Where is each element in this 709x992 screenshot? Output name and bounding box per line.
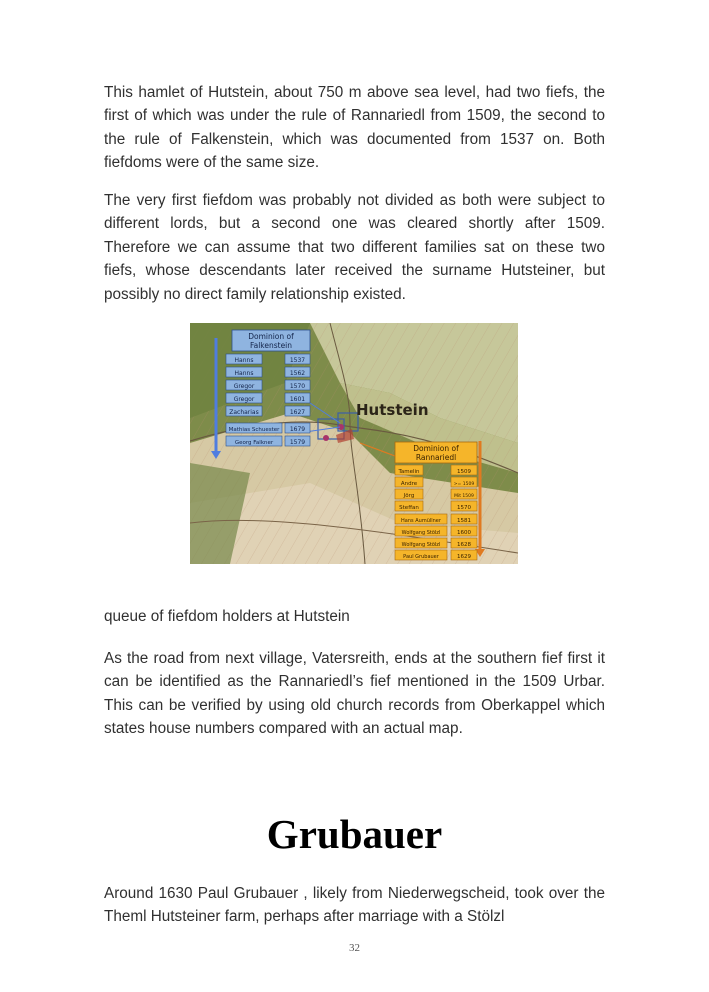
falkenstein-title-line1: Dominion of (248, 332, 294, 341)
paragraph-first-fiefdom: The very first fiefdom was probably not divided as both were subject to different lords, but a second one was cleared shortly after 1509. Therefore we can assume that two different families sat on these two fiefs, whose descendants later received the surname Hutsteiner, but possibly no direct family relationship existed. (104, 192, 605, 303)
rannariedl-holder-name: Steffan (399, 505, 419, 511)
falkenstein-holder-name: Zacharias (229, 409, 259, 416)
falkenstein-holder-year: 1679 (289, 426, 306, 433)
rannariedl-title-line2: Rannariedl (415, 453, 457, 462)
rannariedl-holder-year: 1570 (457, 505, 471, 511)
rannariedl-holder-year: 1509 (457, 469, 471, 475)
rannariedl-holder-year: 1628 (457, 542, 471, 548)
map-place-label: Hutstein (356, 401, 429, 419)
rannariedl-holder-year: 1600 (457, 530, 471, 536)
rannariedl-holder-name: Paul Grubauer (403, 554, 439, 560)
falkenstein-holder-name: Hanns (234, 370, 254, 377)
rannariedl-holder-year: 1629 (457, 554, 471, 560)
falkenstein-holder-year: 1562 (289, 370, 306, 377)
paragraph-grubauer: Around 1630 Paul Grubauer , likely from Niederwegscheid, took over the Theml Hutsteiner farm, perhaps after marriage with a Stölzl (104, 885, 605, 926)
falkenstein-holder-year: 1570 (289, 383, 306, 390)
paragraph-road-vatersreith: As the road from next village, Vatersreith, ends at the southern fief first it can be identified as the Rannariedl’s fief mentioned in the 1509 Urbar. This can be verified by using old church records from Oberkappel which states house numbers compared with an actual map. (104, 650, 605, 738)
falkenstein-holder-name: Hanns (234, 357, 254, 364)
rannariedl-holder-row (395, 538, 477, 548)
rannariedl-holder-row (395, 550, 477, 560)
page-number: 32 (349, 942, 360, 954)
rannariedl-holder-name: Andre (400, 481, 418, 487)
falkenstein-holder-name: Gregor (233, 396, 255, 403)
rannariedl-holder-row (395, 526, 477, 536)
rannariedl-holder-year: 1581 (457, 518, 471, 524)
falkenstein-holder-year: 1537 (289, 357, 306, 364)
paragraph-hamlet-intro: This hamlet of Hutstein, about 750 m above sea level, had two fiefs, the first of which was under the rule of Rannariedl from 1509, the second to the rule of Falkenstein, which was documented from 1537 on. Both fiefdoms were of the same size. (104, 84, 605, 172)
falkenstein-holder-name: Mathias Schuester (228, 427, 280, 433)
falkenstein-holder-year: 1601 (289, 396, 306, 403)
rannariedl-holder-year: >= 1509 (453, 482, 475, 487)
rannariedl-holder-year: Mit 1509 (454, 494, 474, 499)
falkenstein-holder-row (226, 423, 310, 433)
falkenstein-title-line2: Falkenstein (249, 341, 293, 350)
section-heading: Grubauer (266, 811, 443, 857)
falkenstein-holder-row (226, 436, 310, 446)
rannariedl-holder-name: Jörg (403, 493, 415, 499)
rannariedl-title-line1: Dominion of (413, 444, 459, 453)
rannariedl-holder-row (395, 514, 477, 524)
falkenstein-holder-year: 1579 (289, 439, 306, 446)
falkenstein-holder-name: Gregor (233, 383, 255, 390)
rannariedl-holder-name: Tamelin (398, 469, 420, 475)
rannariedl-holder-name: Wolfgang Stölzl (401, 530, 441, 536)
historic-map-figure (190, 323, 518, 564)
figure-caption: queue of fiefdom holders at Hutstein (104, 608, 350, 625)
falkenstein-holder-name: Georg Falkner (234, 440, 274, 446)
falkenstein-holder-year: 1627 (289, 409, 306, 416)
rannariedl-holder-name: Wolfgang Stölzl (401, 542, 441, 548)
rannariedl-holder-name: Hans Aumüllner (401, 518, 441, 524)
